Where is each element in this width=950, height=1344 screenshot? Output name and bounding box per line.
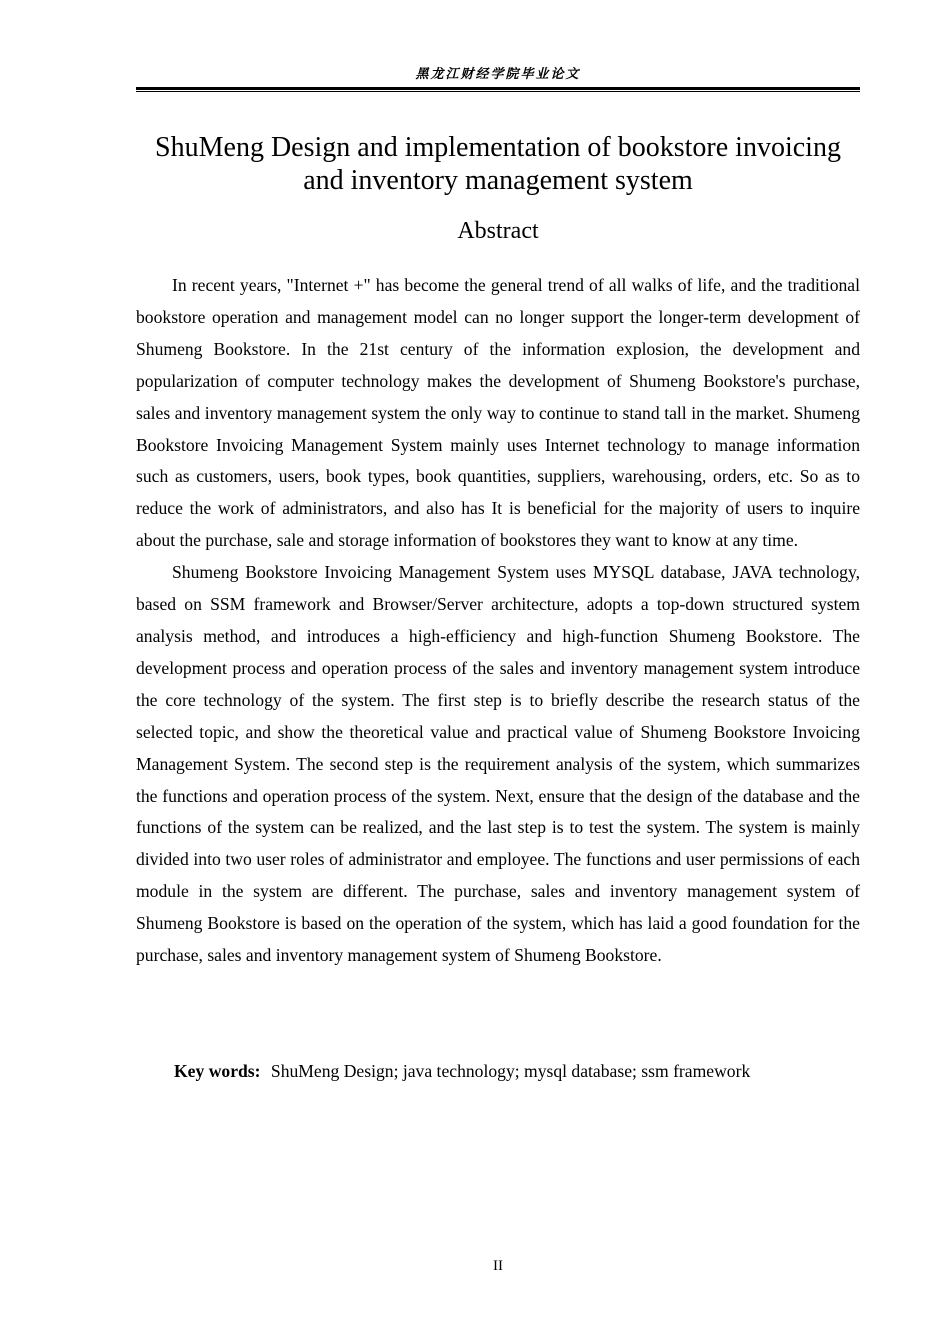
abstract-body bbox=[136, 270, 860, 972]
keywords-text: ShuMeng Design; java technology; mysql database; ssm framework bbox=[270, 1061, 751, 1081]
abstract-paragraph-2: Shumeng Bookstore Invoicing Management System uses MYSQL database, JAVA technology, based on SSM framework and Browser/Server architecture, adopts a top-down structured system analysis method, and introduces a high-efficiency and high-function Shumeng Bookstore. The development process and operation process of the sales and inventory management system introduce the core technology of the system. The first step is to briefly describe the research status of the selected topic, and show the theoretical value and practical value of Shumeng Bookstore Invoicing Management System. The second step is the requirement analysis of the system, which summarizes the functions and operation process of the system. Next, ensure that the design of the database and the functions of the system can be realized, and the last step is to test the system. The system is mainly divided into two user roles of administrator and employee. The functions and user permissions of each module in the system are different. The purchase, sales and inventory management system of Shumeng Bookstore is based on the operation of the system, which has laid a good foundation for the purchase, sales and inventory management system of Shumeng Bookstore. bbox=[136, 562, 860, 966]
header-rule-thin bbox=[136, 91, 860, 92]
page-number: II bbox=[493, 1258, 503, 1274]
abstract-heading: Abstract bbox=[457, 218, 539, 244]
header-rule-thick bbox=[136, 87, 860, 90]
paper-title: ShuMeng Design and implementation of bookstore invoicing and inventory management system bbox=[155, 132, 841, 196]
running-header: 黑龙江财经学院毕业论文 bbox=[415, 67, 581, 82]
keywords-line bbox=[174, 1057, 860, 1085]
abstract-paragraph-1: In recent years, "Internet +" has become the general trend of all walks of life, and the traditional bookstore operation and management model can no longer support the longer-term development of Shumeng Bookstore. In the 21st century of the information explosion, the development and popularization of computer technology makes the development of Shumeng Bookstore's purchase, sales and inventory management system the only way to continue to stand tall in the market. Shumeng Bookstore Invoicing Management System mainly uses Internet technology to manage information such as customers, users, book types, book quantities, suppliers, warehousing, orders, etc. So as to reduce the work of administrators, and also has It is beneficial for the majority of users to inquire about the purchase, sale and storage information of bookstores they want to know at any time. bbox=[136, 275, 860, 551]
keywords-label: Key words: bbox=[174, 1061, 261, 1081]
